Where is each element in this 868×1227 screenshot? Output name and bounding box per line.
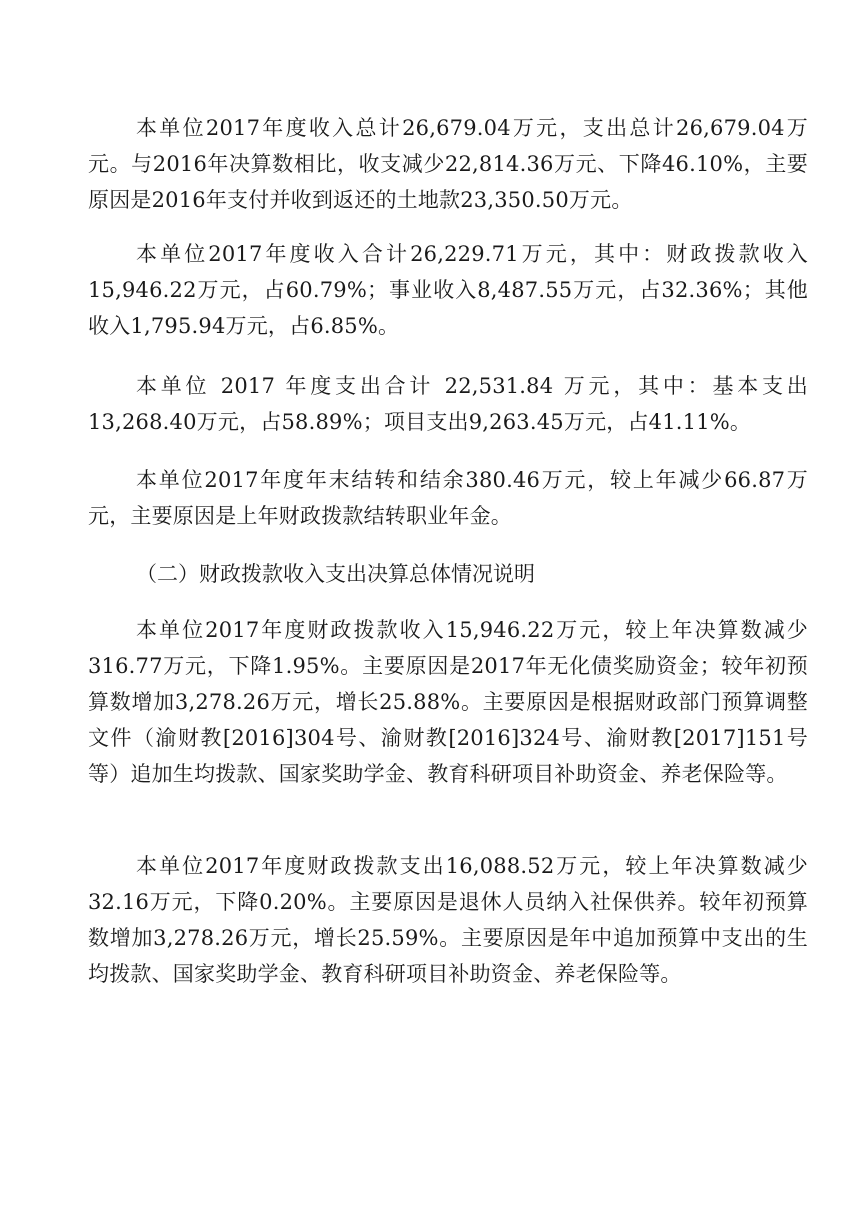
paragraph-expense-total: 本单位 2017 年度支出合计 22,531.84 万元，其中：基本支出13,268.40万元，占58.89%；项目支出9,263.45万元，占41.11%。 <box>88 374 808 434</box>
paragraph-fiscal-expense: 本单位2017年度财政拨款支出16,088.52万元，较上年决算数减少32.16万元，下降0.20%。主要原因是退休人员纳入社保供养。较年初预算数增加3,278.26万元，增长25.59%。主要原因是年中追加预算中支出的生均拨款、国家奖助学金、教育科研项目补助资金、养老保险等。 <box>88 854 808 986</box>
paragraph-carryover-balance: 本单位2017年度年末结转和结余380.46万元，较上年减少66.87万元，主要原因是上年财政拨款结转职业年金。 <box>88 468 808 528</box>
paragraph-income-expense-total: 本单位2017年度收入总计26,679.04万元，支出总计26,679.04万元。与2016年决算数相比，收支减少22,814.36万元、下降46.10%，主要原因是2016年支付并收到返还的土地款23,350.50万元。 <box>88 116 808 212</box>
paragraph-income-total: 本单位2017年度收入合计26,229.71万元，其中：财政拨款收入15,946.22万元，占60.79%；事业收入8,487.55万元，占32.36%；其他收入1,795.94万元，占6.85%。 <box>88 242 808 338</box>
paragraph-fiscal-income: 本单位2017年度财政拨款收入15,946.22万元，较上年决算数减少316.77万元，下降1.95%。主要原因是2017年无化债奖励资金；较年初预算数增加3,278.26万元，增长25.88%。主要原因是根据财政部门预算调整文件（渝财教[2016]304号、渝财教[2016]324号、渝财教[2017]151号等）追加生均拨款、国家奖助学金、教育科研项目补助资金、养老保险等。 <box>88 618 808 786</box>
section-heading: （二）财政拨款收入支出决算总体情况说明 <box>136 562 535 586</box>
